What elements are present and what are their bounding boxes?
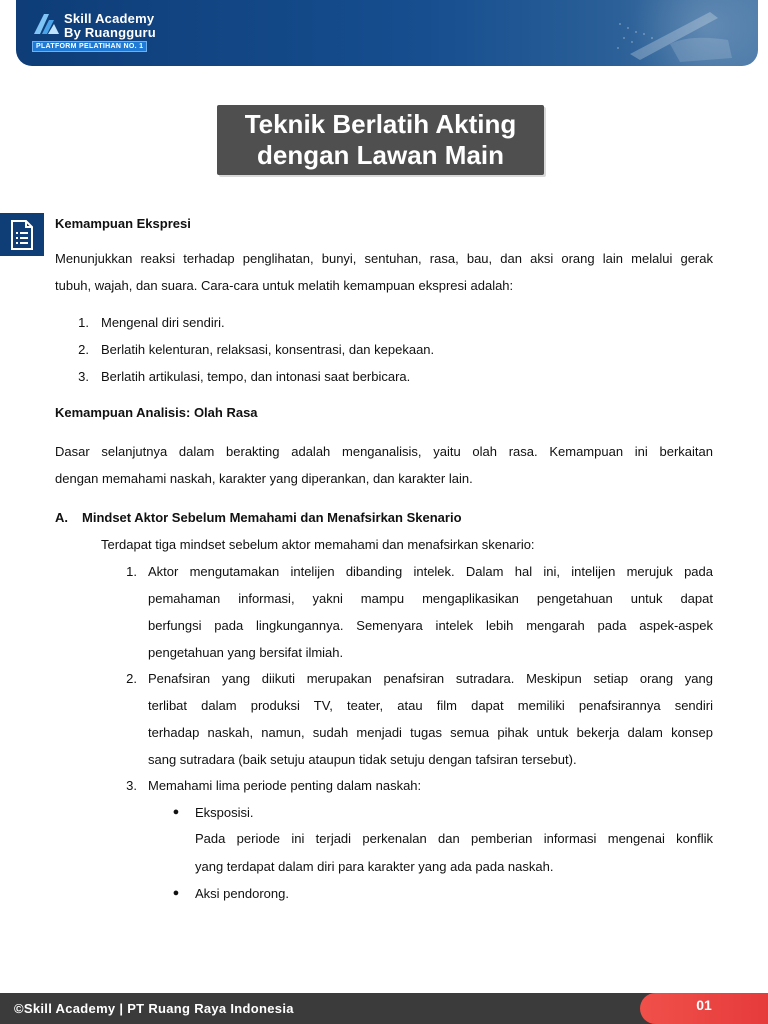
header-decoration	[588, 0, 758, 66]
title-line-1: Teknik Berlatih Akting	[244, 109, 517, 139]
ekspresi-paragraph-line-2: tubuh, wajah, dan suara. Cara-cara untuk melatih kemampuan ekspresi adalah:	[55, 278, 514, 293]
skill-academy-logo-icon	[32, 12, 60, 36]
brand-logo[interactable]	[32, 12, 156, 39]
title-line-2: dengan Lawan Main	[256, 140, 505, 170]
ekspresi-paragraph-line-1: Menunjukkan reaksi terhadap penglihatan, bunyi, sentuhan, rasa, bau, dan aksi orang lain melalui gerak	[55, 251, 713, 266]
section-a-intro: Terdapat tiga mindset sebelum aktor memahami dan menafsirkan skenario:	[101, 537, 535, 552]
header-banner	[16, 0, 758, 66]
section-heading-ekspresi: Kemampuan Ekspresi	[55, 216, 191, 231]
item-2-line-4: sang sutradara (baik setuju ataupun tidak setuju dengan tafsiran tersebut).	[148, 752, 577, 767]
brand-name: Skill Academy	[64, 11, 155, 26]
section-a-title: Mindset Aktor Sebelum Memahami dan Menafsirkan Skenario	[82, 510, 462, 525]
list-number: 2.	[78, 342, 89, 357]
bullet-icon: ●	[172, 887, 180, 899]
list-text: Mengenal diri sendiri.	[101, 315, 225, 330]
item-1-line-2: pemahaman informasi, yakni mampu mengaplikasikan pengetahuan untuk dapat	[148, 591, 713, 606]
list-text: Memahami lima periode penting dalam naskah:	[148, 778, 422, 793]
bullet-label: Aksi pendorong.	[195, 886, 289, 901]
list-text: Berlatih kelenturan, relaksasi, konsentrasi, dan kepekaan.	[101, 342, 435, 357]
item-2-line-3: terhadap naskah, namun, sudah menjadi tugas semua pihak untuk bekerja dalam konsep	[148, 725, 713, 740]
list-number: 2.	[126, 671, 137, 686]
bullet-icon: ●	[172, 806, 180, 818]
page-title	[217, 105, 544, 175]
brand-tagline: PLATFORM PELATIHAN NO. 1	[32, 41, 147, 52]
item-1-line-3: berfungsi pada lingkungannya. Semenyara intelek lebih mengarah pada aspek-aspek	[148, 618, 713, 633]
brand-subname: By Ruangguru	[64, 25, 156, 40]
list-number: 1.	[78, 315, 89, 330]
bullet-label: Eksposisi.	[195, 805, 254, 820]
list-text: Berlatih artikulasi, tempo, dan intonasi saat berbicara.	[101, 369, 411, 384]
footer-copyright: ©Skill Academy | PT Ruang Raya Indonesia	[14, 1001, 294, 1016]
item-1-line-1: Aktor mengutamakan intelijen dibanding intelek. Dalam hal ini, intelijen merujuk pada	[148, 564, 713, 579]
list-number: 3.	[126, 778, 137, 793]
section-marker: A.	[55, 510, 68, 525]
item-1-line-4: pengetahuan yang bersifat ilmiah.	[148, 645, 344, 660]
page-number: 01	[696, 997, 712, 1013]
document-side-tab	[0, 213, 44, 256]
list-number: 1.	[126, 564, 137, 579]
olah-rasa-paragraph-line-2: dengan memahami naskah, karakter yang diperankan, dan karakter lain.	[55, 471, 473, 486]
bullet-1-desc-line-1: Pada periode ini terjadi perkenalan dan pemberian informasi mengenai konflik	[195, 831, 713, 846]
document-icon	[10, 220, 34, 250]
writing-hand-icon	[610, 4, 740, 64]
section-heading-olah-rasa: Kemampuan Analisis: Olah Rasa	[55, 405, 258, 420]
item-2-line-2: terlibat dalam produksi TV, teater, atau film dapat memiliki penafsirannya sendiri	[148, 698, 713, 713]
olah-rasa-paragraph-line-1: Dasar selanjutnya dalam berakting adalah menganalisis, yaitu olah rasa. Kemampuan ini berkaitan	[55, 444, 713, 459]
bullet-1-desc-line-2: yang terdapat dalam diri para karakter yang ada pada naskah.	[195, 859, 554, 874]
item-2-line-1: Penafsiran yang diikuti merupakan penafsiran sutradara. Meskipun setiap orang yang	[148, 671, 713, 686]
list-number: 3.	[78, 369, 89, 384]
